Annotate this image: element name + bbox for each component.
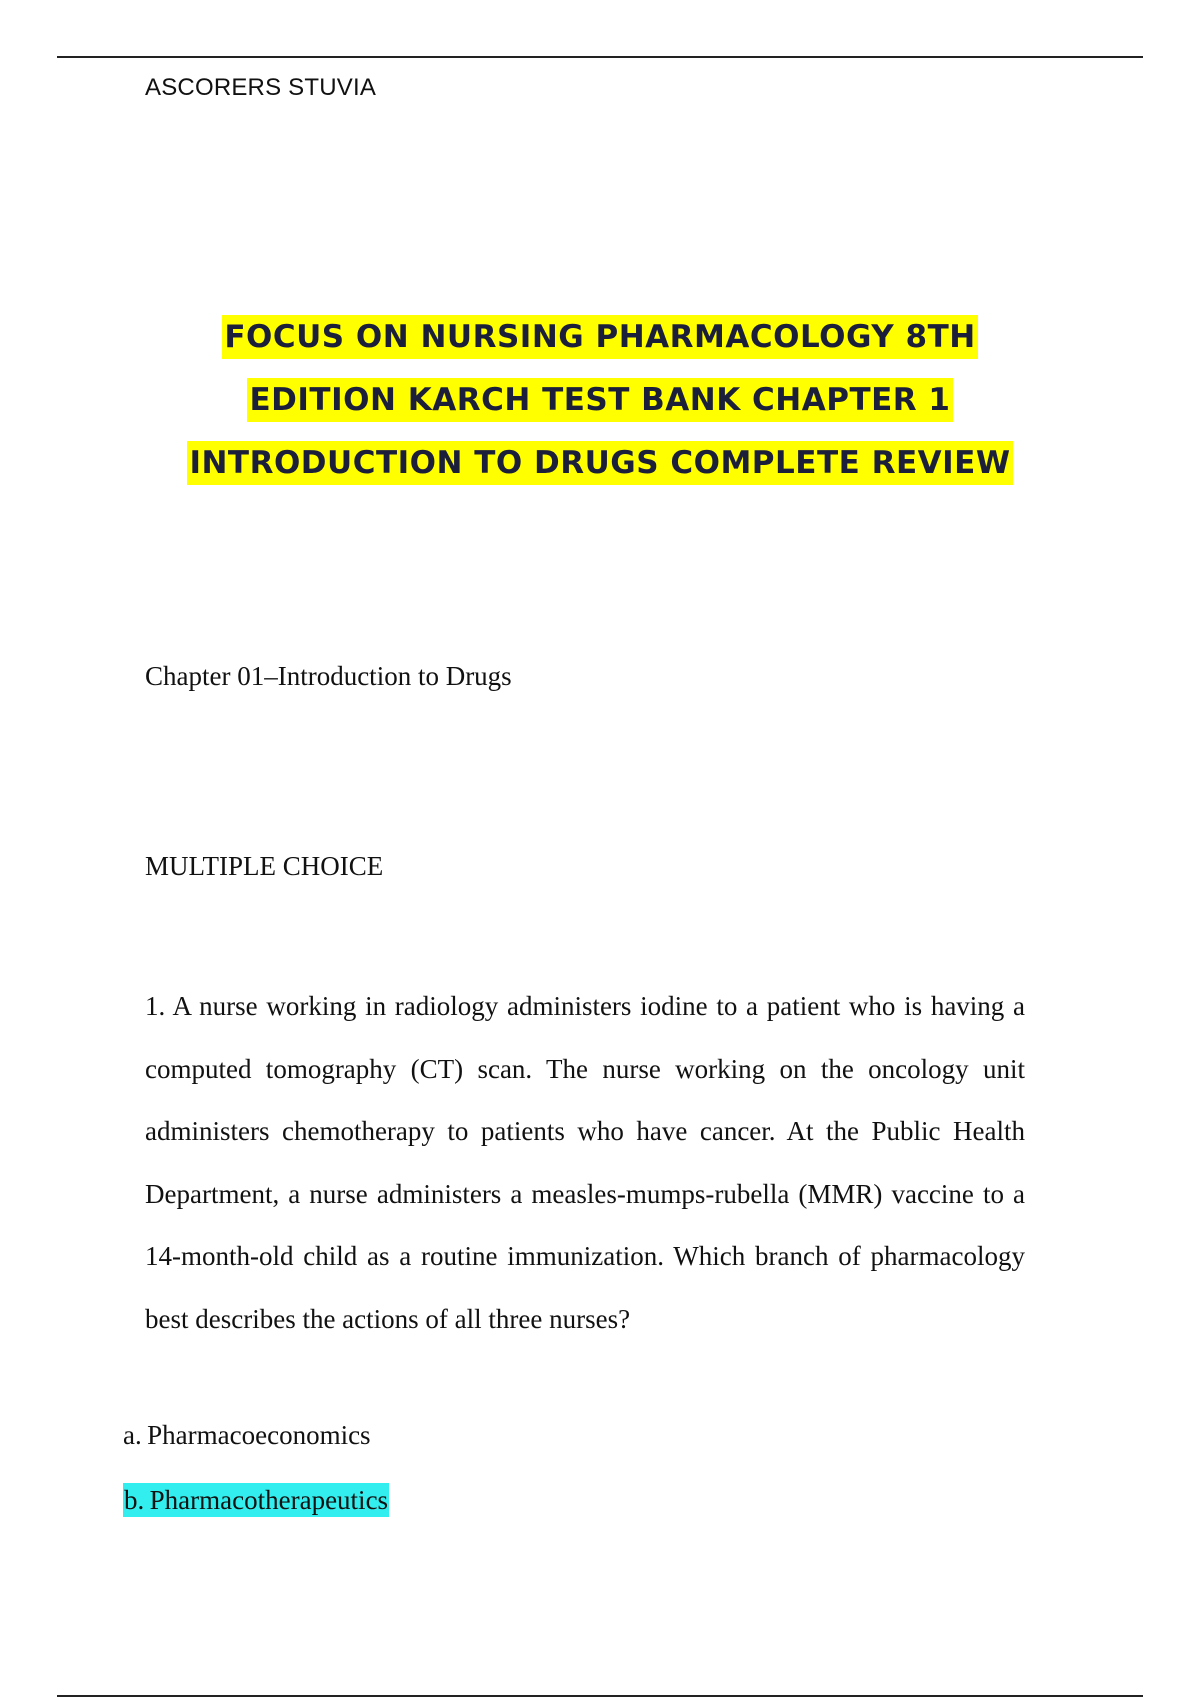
top-rule bbox=[57, 56, 1143, 58]
title-line-2 bbox=[0, 369, 1200, 432]
title-line-1 bbox=[0, 306, 1200, 369]
page-header: ASCORERS STUVIA bbox=[145, 74, 377, 101]
question-text: 1. A nurse working in radiology administers iodine to a patient who is having a computed tomography (CT) scan. The nurse working on the oncology unit administers chemotherapy to patients who have cancer. At the Public Health Department, a nurse administers a measles-mumps-rubella (MMR) vaccine to a 14-month-old child as a routine immunization. Which branch of pharmacology best describes the actions of all three nurses? bbox=[145, 991, 1025, 1334]
answer-option-b-text: b. Pharmacotherapeutics bbox=[124, 1485, 389, 1515]
document-title bbox=[0, 306, 1200, 495]
title-line-3 bbox=[0, 432, 1200, 495]
title-line-3-text: INTRODUCTION TO DRUGS COMPLETE REVIEW bbox=[187, 441, 1012, 485]
answer-option-a: a. Pharmacoeconomics bbox=[123, 1420, 371, 1450]
title-line-2-text: EDITION KARCH TEST BANK CHAPTER 1 bbox=[247, 378, 952, 422]
title-line-1-text: FOCUS ON NURSING PHARMACOLOGY 8TH bbox=[222, 315, 977, 359]
chapter-heading: Chapter 01–Introduction to Drugs bbox=[145, 661, 512, 691]
answer-option-b bbox=[123, 1483, 389, 1517]
bottom-rule bbox=[57, 1695, 1143, 1697]
section-heading: MULTIPLE CHOICE bbox=[145, 851, 384, 881]
